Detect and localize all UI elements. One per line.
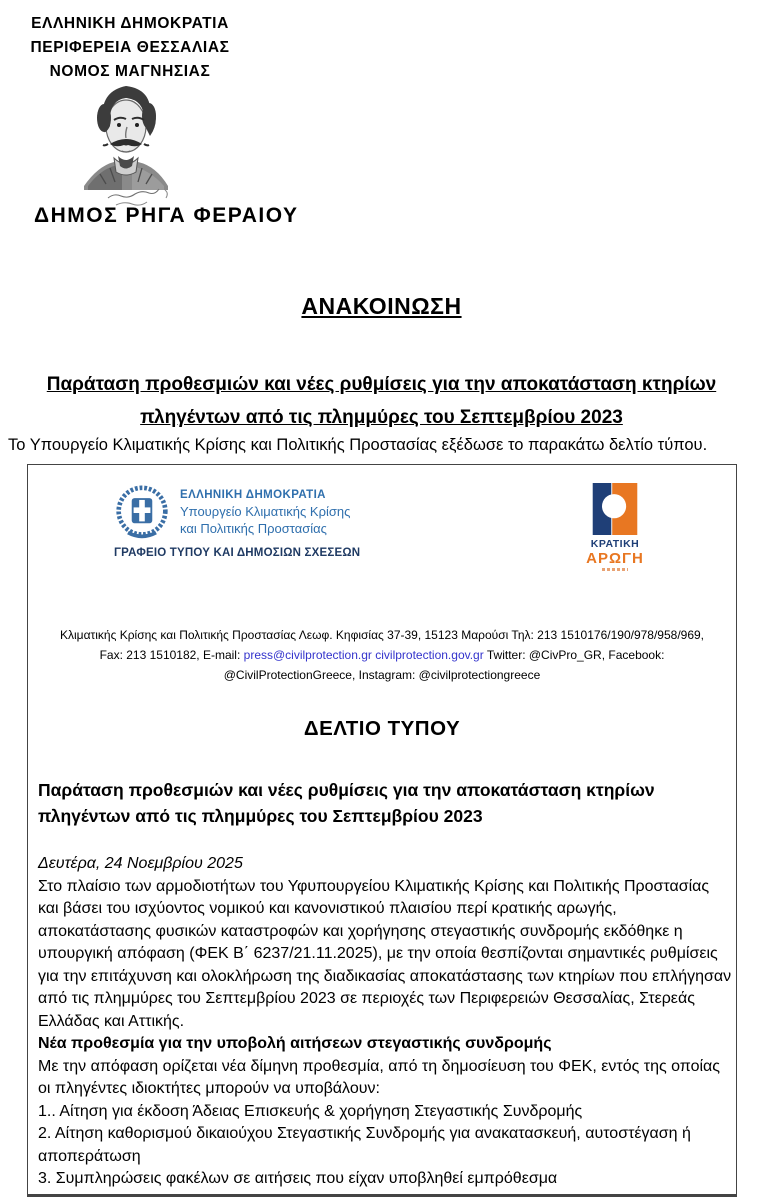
contact-info xyxy=(50,625,714,685)
kratiki-arogi-name-line2: ΑΡΩΓΗ xyxy=(586,550,644,567)
municipality-title: ΔΗΜΟΣ ΡΗΓΑ ΦΕΡΑΙΟΥ xyxy=(34,204,299,227)
press-release-body xyxy=(38,777,732,1191)
ministry-logo-text xyxy=(180,483,350,537)
press-office-label: ΓΡΑΦΕΙΟ ΤΥΠΟΥ ΚΑΙ ΔΗΜΟΣΙΩΝ ΣΧΕΣΕΩΝ xyxy=(114,547,361,559)
website-link[interactable]: civilprotection.gov.gr xyxy=(375,648,484,662)
kratiki-arogi-logo xyxy=(584,483,646,571)
ministry-line-name2: και Πολιτικής Προστασίας xyxy=(180,521,327,536)
list-item-1: 1.. Αίτηση για έκδοση Άδειας Επισκευής & χορήγηση Στεγαστικής Συνδρομής xyxy=(38,1102,583,1120)
kratiki-arogi-tagline-mark xyxy=(602,568,628,571)
ministry-line-republic: ΕΛΛΗΝΙΚΗ ΔΗΜΟΚΡΑΤΙΑ xyxy=(180,489,326,501)
letterhead-line-region: ΠΕΡΙΦΕΡΕΙΑ ΘΕΣΣΑΛΙΑΣ xyxy=(30,39,230,56)
ministry-logo xyxy=(114,483,350,543)
press-release-paragraph-2: Με την απόφαση ορίζεται νέα δίμηνη προθεσμία, από τη δημοσίευση του ΦΕΚ, εντός της οποίας οι πληγέντες ιδιοκτήτες μπορούν να υποβάλουν: xyxy=(38,1057,721,1097)
press-release-date: Δευτέρα, 24 Νοεμβρίου 2025 xyxy=(38,855,243,872)
letterhead xyxy=(14,12,246,84)
announcement-subtitle: Παράταση προθεσμιών και νέες ρυθμίσεις για την αποκατάσταση κτηρίων πληγέντων από τις πλημμύρες του Σεπτεμβρίου 2023 xyxy=(46,374,717,428)
list-item-2: 2. Αίτηση καθορισμού δικαιούχου Στεγαστικής Συνδρομής για ανακατασκευή, αυτοστέγαση ή αποπεράτωση xyxy=(38,1125,691,1165)
announcement-title: ΑΝΑΚΟΙΝΩΣΗ xyxy=(301,293,462,319)
ministry-line-name1: Υπουργείο Κλιματικής Κρίσης xyxy=(180,504,351,519)
press-release-box xyxy=(27,464,737,1197)
press-release-paragraph-1: Στο πλαίσιο των αρμοδιοτήτων του Υφυπουργείου Κλιματικής Κρίσης και Πολιτικής Προστασίας και βάσει του ισχύοντος νομικού και κανονιστικού πλαισίου περί κρατικής αρωγής, αποκατάστασης φυσικών καταστροφών και χορήγησης στεγαστικής συνδρομής εκδόθηκε η υπουργική απόφαση (ΦΕΚ Β΄ 6237/21.11.2025), με την οποία θεσπίζονται σημαντικές ρυθμίσεις για την επιτάχυνση και ολοκλήρωση της διαδικασίας αποκατάστασης των κτηρίων που επλήγησαν από τις πλημμύρες του Σεπτεμβρίου 2023 σε περιοχές των Περιφερειών Θεσσαλίας, Στερεάς Ελλάδας και Αττικής. xyxy=(38,877,732,1030)
letterhead-line-republic: ΕΛΛΗΝΙΚΗ ΔΗΜΟΚΡΑΤΙΑ xyxy=(31,15,229,32)
contact-text-after-links: Twitter: @CivPro_GR, Facebook: @CivilProtectionGreece, Instagram: @civilprotectiongreece xyxy=(223,648,665,682)
greek-emblem-icon xyxy=(114,483,170,543)
rigas-feraios-portrait xyxy=(70,78,182,216)
contact-text-before-links: Κλιματικής Κρίσης και Πολιτικής Προστασίας Λεωφ. Κηφισίας 37-39, 15123 Μαρούσι Τηλ: 213 1510176/190/978/958/969, Fax: 213 1510182, E-mail: xyxy=(59,628,705,662)
press-release-headline: Παράταση προθεσμιών και νέες ρυθμίσεις για την αποκατάσταση κτηρίων πληγέντων από τις πλημμύρες του Σεπτεμβρίου 2023 xyxy=(38,780,655,826)
letterhead-line-prefecture: ΝΟΜΟΣ ΜΑΓΝΗΣΙΑΣ xyxy=(49,63,211,80)
press-release-doc-type: ΔΕΛΤΙΟ ΤΥΠΟΥ xyxy=(303,717,461,740)
kratiki-arogi-name-line1: ΚΡΑΤΙΚΗ xyxy=(590,538,640,550)
announcement-intro: Το Υπουργείο Κλιματικής Κρίσης και Πολιτικής Προστασίας εξέδωσε το παρακάτω δελτίο τύπου. xyxy=(8,436,708,454)
press-release-subhead: Νέα προθεσμία για την υποβολή αιτήσεων στεγαστικής συνδρομής xyxy=(38,1035,552,1052)
kratiki-arogi-icon xyxy=(589,483,641,535)
list-item-3: 3. Συμπληρώσεις φακέλων σε αιτήσεις που είχαν υποβληθεί εμπρόθεσμα xyxy=(38,1170,558,1187)
email-link[interactable]: press@civilprotection.gr xyxy=(243,648,372,662)
